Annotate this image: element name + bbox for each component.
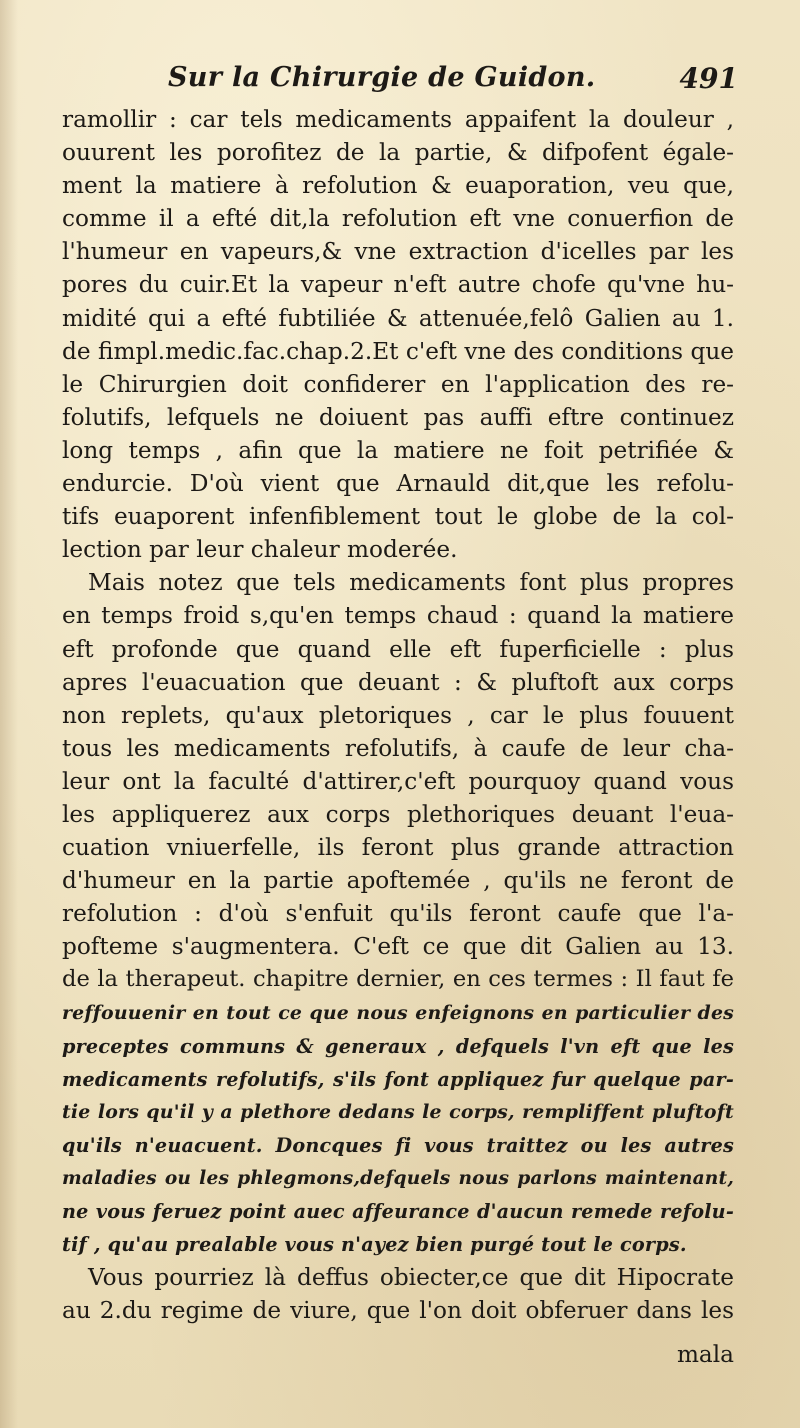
text-line: Mais notez que tels medicaments font plus propres — [88, 569, 734, 597]
text-line: l'humeur en vapeurs,& vne extraction d'icelles par les — [62, 238, 734, 266]
text-line: de la therapeut. chapitre dernier, en ces termes : Il faut fe — [62, 966, 734, 993]
text-line: non replets, qu'aux pletoriques , car le plus fouuent — [62, 701, 734, 729]
text-line: folutifs, lefquels ne doiuent pas auffi eftre continuez — [62, 403, 734, 431]
page-edge-shadow — [0, 0, 18, 1428]
text-line: pores du cuir.Et la vapeur n'eft autre chofe qu'vne hu- — [62, 271, 734, 299]
text-line: lection par leur chaleur moderée. — [62, 536, 458, 564]
text-line: les appliquerez aux corps plethoriques deuant l'eua- — [62, 800, 734, 828]
text-line: de fimpl.medic.fac.chap.2.Et c'eft vne des conditions que — [62, 337, 734, 365]
text-line: tie lors qu'il y a plethore dedans le corps, rempliffent pluftoft — [62, 1100, 734, 1123]
text-line: midité qui a efté fubtiliée & attenuée,felô Galien au 1. — [62, 304, 734, 332]
text-line: comme il a efté dit,la refolution eft vne conuerfion de — [62, 205, 734, 233]
text-line: d'humeur en la partie apoftemée , qu'ils ne feront de — [62, 867, 734, 895]
text-line: maladies ou les phlegmons,defquels nous parlons maintenant, — [62, 1168, 734, 1189]
text-line: long temps , afin que la matiere ne foit petrifiée & — [62, 436, 734, 464]
text-line: medicaments refolutifs, s'ils font appliquez fur quelque par- — [62, 1067, 734, 1091]
running-title: Sur la Chirurgie de Guidon. — [168, 62, 596, 93]
text-line: reffouuenir en tout ce que nous enfeignons en particulier des — [62, 1001, 734, 1024]
text-line: tifs euaporent infenfiblement tout le globe de la col- — [62, 503, 734, 531]
text-line: cuation vniuerfelle, ils feront plus grande attraction — [62, 834, 734, 862]
text-line: tous les medicaments refolutifs, à caufe de leur cha- — [62, 734, 734, 762]
text-line: refolution : d'où s'enfuit qu'ils feront caufe que l'a- — [62, 900, 734, 928]
text-line: qu'ils n'euacuent. Doncques fi vous traittez ou les autres — [62, 1133, 734, 1157]
text-line: Vous pourriez là deffus obiecter,ce que dit Hipocrate — [88, 1264, 734, 1292]
text-line: tif , qu'au prealable vous n'ayez bien purgé tout le corps. — [62, 1233, 687, 1257]
page-header — [168, 62, 738, 102]
text-line: pofteme s'augmentera. C'eft ce que dit Galien au 13. — [62, 933, 734, 961]
text-line: ouurent les porofitez de la partie, & difpofent égale- — [62, 139, 734, 167]
text-line: preceptes communs & generaux , defquels l'vn eft que les — [62, 1034, 734, 1058]
text-line: endurcie. D'où vient que Arnauld dit,que les refolu- — [62, 470, 734, 498]
text-line: le Chirurgien doit confiderer en l'application des re- — [62, 370, 734, 398]
text-line: leur ont la faculté d'attirer,c'eft pourquoy quand vous — [62, 767, 734, 795]
text-line: en temps froid s,qu'en temps chaud : quand la matiere — [62, 602, 734, 630]
text-line: au 2.du regime de viure, que l'on doit obferuer dans les — [62, 1297, 734, 1325]
body-text — [62, 103, 734, 1327]
text-line: ne vous feruez point auec affeurance d'aucun remede refolu- — [62, 1200, 734, 1224]
text-line: ment la matiere à refolution & euaporation, veu que, — [62, 172, 734, 200]
text-line: eft profonde que quand elle eft fuperficielle : plus — [62, 635, 734, 663]
catchword: mala — [676, 1341, 734, 1368]
text-line: ramollir : car tels medicaments appaifent la douleur , — [62, 106, 734, 133]
page-number: 491 — [679, 62, 738, 95]
text-line: apres l'euacuation que deuant : & pluftoft aux corps — [62, 668, 734, 696]
